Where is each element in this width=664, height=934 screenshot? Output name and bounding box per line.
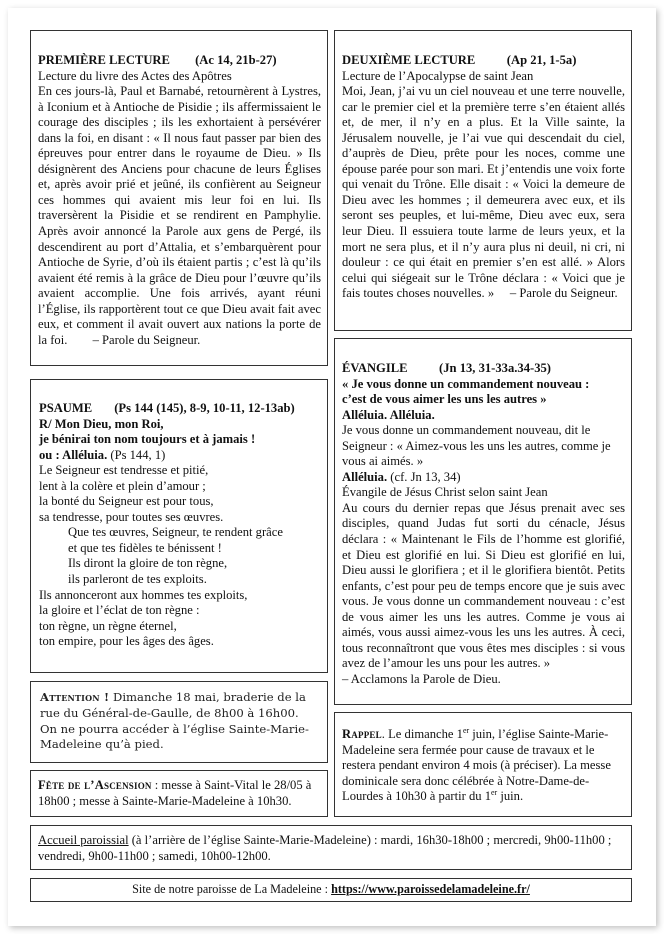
second-reading-reference: (Ap 21, 1-5a) [506, 53, 577, 67]
first-reading-header [38, 53, 321, 69]
attention-label: Attention ! [40, 690, 110, 704]
first-reading-box [30, 30, 328, 366]
ascension-label: Fête de l’Ascension [38, 778, 152, 792]
psalm-s2-l1: Que tes œuvres, Seigneur, te rendent grâce [68, 525, 283, 540]
welcome-box [30, 825, 632, 870]
second-reading-box [334, 30, 632, 331]
gospel-alleluia-2-ref: (cf. Jn 13, 34) [390, 469, 461, 484]
first-reading-subtitle: Lecture du livre des Actes des Apôtres [38, 68, 232, 83]
gospel-text: Au cours du dernier repas que Jésus prenait avec ses disciples, quand Judas fut sorti du cénacle, Jésus déclara : « Maintenant le Fils de l’homme est glorifié, et Dieu est glorifié en lui. Si Dieu est glorifié en lui, Dieu aussi le glorifiera ; et il le glorifiera bientôt. Petits enfants, c’est pour peu de temps encore que je suis avec vous. Je vous donne un commandement nouveau : c’est de vous aimer les uns les autres. Comme je vous ai aimés, vous aussi aimez-vous les uns les autres. À ceci, tous reconnaîtront que vous êtes mes disciples : si vous avez de l’amour les uns pour les autres. » [342, 500, 625, 671]
rappel-sup-1: er [462, 725, 470, 735]
psalm-s1-l1: Le Seigneur est tendresse et pitié, [39, 463, 209, 478]
gospel-alleluia-2: Alléluia. [342, 469, 388, 484]
first-reading-closing: – Parole du Seigneur. [92, 332, 201, 347]
attention-text: Dimanche 18 mai, braderie de la rue du Général-de-Gaulle, de 8h00 à 16h00. On ne pourra accéder à l’église Sainte-Marie-Madeleine qu’à pied. [40, 690, 309, 752]
parish-website-link[interactable]: https://www.paroissedelamadeleine.fr/ [331, 882, 530, 896]
psalm-s2-l2: et que tes fidèles te bénissent ! [68, 540, 222, 555]
rappel-notice-box [334, 712, 632, 817]
gospel-title: ÉVANGILE [342, 361, 408, 375]
second-reading-text: Moi, Jean, j’ai vu un ciel nouveau et une terre nouvelle, car le premier ciel et la première terre s’en étaient allés et, de mer, il n’y en a plus. Et la Ville sainte, la Jérusalem nouvelle, je l’ai vue qui descendait du ciel, d’auprès de Dieu, prête pour les noces, comme une épouse parée pour son mari. Et j’entendis une voix forte qui venait du Trône. Elle disait : « Voici la demeure de Dieu avec les hommes ; il demeurera avec eux, et ils seront ses peuples, et lui-même, Dieu avec eux, sera leur Dieu. Il essuiera toute larme de leurs yeux, et la mort ne sera plus, et il n’y aura plus ni deuil, ni cri, ni douleur : ce qui était en premier s’en est allé. » Alors celui qui siégeait sur le Trône déclara : « Voici que je fais toutes choses nouvelles. » [342, 84, 625, 301]
rappel-text-1: . Le dimanche 1 [381, 727, 463, 741]
welcome-text: (à l’arrière de l’église Sainte-Marie-Madeleine) : mardi, 16h30-18h00 ; mercredi, 9h00-11h00 ; vendredi, 9h00-11h00 ; samedi, 10h00-12h00. [38, 833, 612, 863]
psalm-s2-l4: ils parleront de tes exploits. [68, 572, 207, 587]
psalm-refrain-2: je bénirai ton nom toujours et à jamais ! [39, 432, 256, 447]
footer-box [30, 878, 632, 902]
psalm-s3-l2: la gloire et l’éclat de ton règne : [39, 603, 200, 618]
gospel-heading-1: « Je vous donne un commandement nouveau : [342, 376, 590, 391]
gospel-alleluia-2-line [342, 470, 625, 486]
attention-notice-box [30, 681, 328, 763]
gospel-header [342, 361, 625, 377]
rappel-label: Rappel [342, 727, 382, 741]
second-reading-closing: – Parole du Seigneur. [509, 286, 618, 301]
second-reading-body [342, 84, 625, 302]
psalm-s2-l3: Ils diront la gloire de ton règne, [68, 556, 228, 571]
second-reading-subtitle: Lecture de l’Apocalypse de saint Jean [342, 68, 534, 83]
psalm-alt-label: ou : Alléluia. [39, 447, 108, 462]
psalm-title: PSAUME [39, 401, 93, 415]
first-reading-title: PREMIÈRE LECTURE [38, 53, 170, 67]
footer-text: Site de notre paroisse de La Madeleine : [132, 882, 329, 896]
rappel-text-3: juin. [497, 789, 524, 804]
psalm-box [30, 379, 328, 673]
psalm-s1-l4: sa tendresse, pour toutes ses œuvres. [39, 509, 224, 524]
first-reading-text: En ces jours-là, Paul et Barnabé, retournèrent à Lystres, à Iconium et à Antioche de Pisidie ; ils affermissaient le courage des disciples ; ils les exhortaient à persévérer dans la foi, en disant : « Il nous faut passer par bien des épreuves pour entrer dans le royaume de Dieu. » Ils désignèrent des Anciens pour chacune de leurs Églises et, après avoir prié et jeûné, ils confièrent au Seigneur ces hommes qui avaient mis leur foi en lui. Ils traversèrent la Pisidie et se rendirent en Pamphylie. Après avoir annoncé la Parole aux gens de Pergé, ils descendirent au port d’Attalia, et s’embarquèrent pour Antioche de Syrie, d’où ils étaient partis ; c’est là qu’ils avaient été remis à la grâce de Dieu pour l’œuvre qu’ils avaient accomplie. Une fois arrivés, ayant réuni l’Église, ils rapportèrent tout ce que Dieu avait fait avec eux, et comment il avait ouvert aux nations la porte de la foi. [38, 84, 321, 347]
gospel-alleluia-1: Alléluia. Alléluia. [342, 407, 435, 422]
ascension-notice-box [30, 770, 328, 817]
rappel-text-2: juin, l’église Sainte-Marie-Madeleine sera fermée pour cause de travaux et le restera pendant environ 4 mois (à préciser). La messe dominicale sera donc célébrée à Notre-Dame-de-Lourdes à 10h30 à partir du 1 [342, 727, 611, 804]
second-reading-title: DEUXIÈME LECTURE [342, 53, 476, 67]
psalm-header [39, 401, 321, 417]
psalm-s1-l2: lent à la colère et plein d’amour ; [39, 478, 206, 493]
gospel-heading-2: c’est de vous aimer les uns les autres » [342, 392, 547, 407]
second-reading-header [342, 53, 625, 69]
ascension-notice [38, 778, 321, 809]
first-reading-reference: (Ac 14, 21b-27) [195, 53, 277, 67]
psalm-s1-l3: la bonté du Seigneur est pour tous, [39, 494, 214, 509]
welcome-notice [38, 833, 625, 864]
rappel-sup-2: er [491, 788, 498, 797]
psalm-s3-l1: Ils annonceront aux hommes tes exploits, [39, 587, 248, 602]
rappel-notice [342, 727, 625, 805]
ascension-text: : messe à Saint-Vital le 28/05 à 18h00 ; messe à Sainte-Marie-Madeleine à 10h30. [38, 778, 312, 808]
gospel-box [334, 338, 632, 705]
gospel-closing: – Acclamons la Parole de Dieu. [342, 671, 501, 686]
gospel-reference: (Jn 13, 31-33a.34-35) [439, 361, 551, 375]
psalm-refrain-1: R/ Mon Dieu, mon Roi, [39, 416, 164, 431]
gospel-acclamation: Je vous donne un commandement nouveau, dit le Seigneur : « Aimez-vous les uns les autres, comme je vous ai aimés. » [342, 423, 611, 469]
attention-notice [40, 690, 319, 753]
gospel-subtitle: Évangile de Jésus Christ selon saint Jean [342, 485, 548, 500]
welcome-label: Accueil paroissial [38, 833, 129, 847]
psalm-s3-l4: ton empire, pour les âges des âges. [39, 634, 214, 649]
psalm-alt-ref: (Ps 144, 1) [110, 447, 166, 462]
footer-line [37, 882, 625, 898]
psalm-alternative [39, 448, 321, 464]
psalm-s3-l3: ton règne, un règne éternel, [39, 618, 177, 633]
psalm-reference: (Ps 144 (145), 8-9, 10-11, 12-13ab) [114, 401, 295, 415]
first-reading-body [38, 84, 321, 348]
